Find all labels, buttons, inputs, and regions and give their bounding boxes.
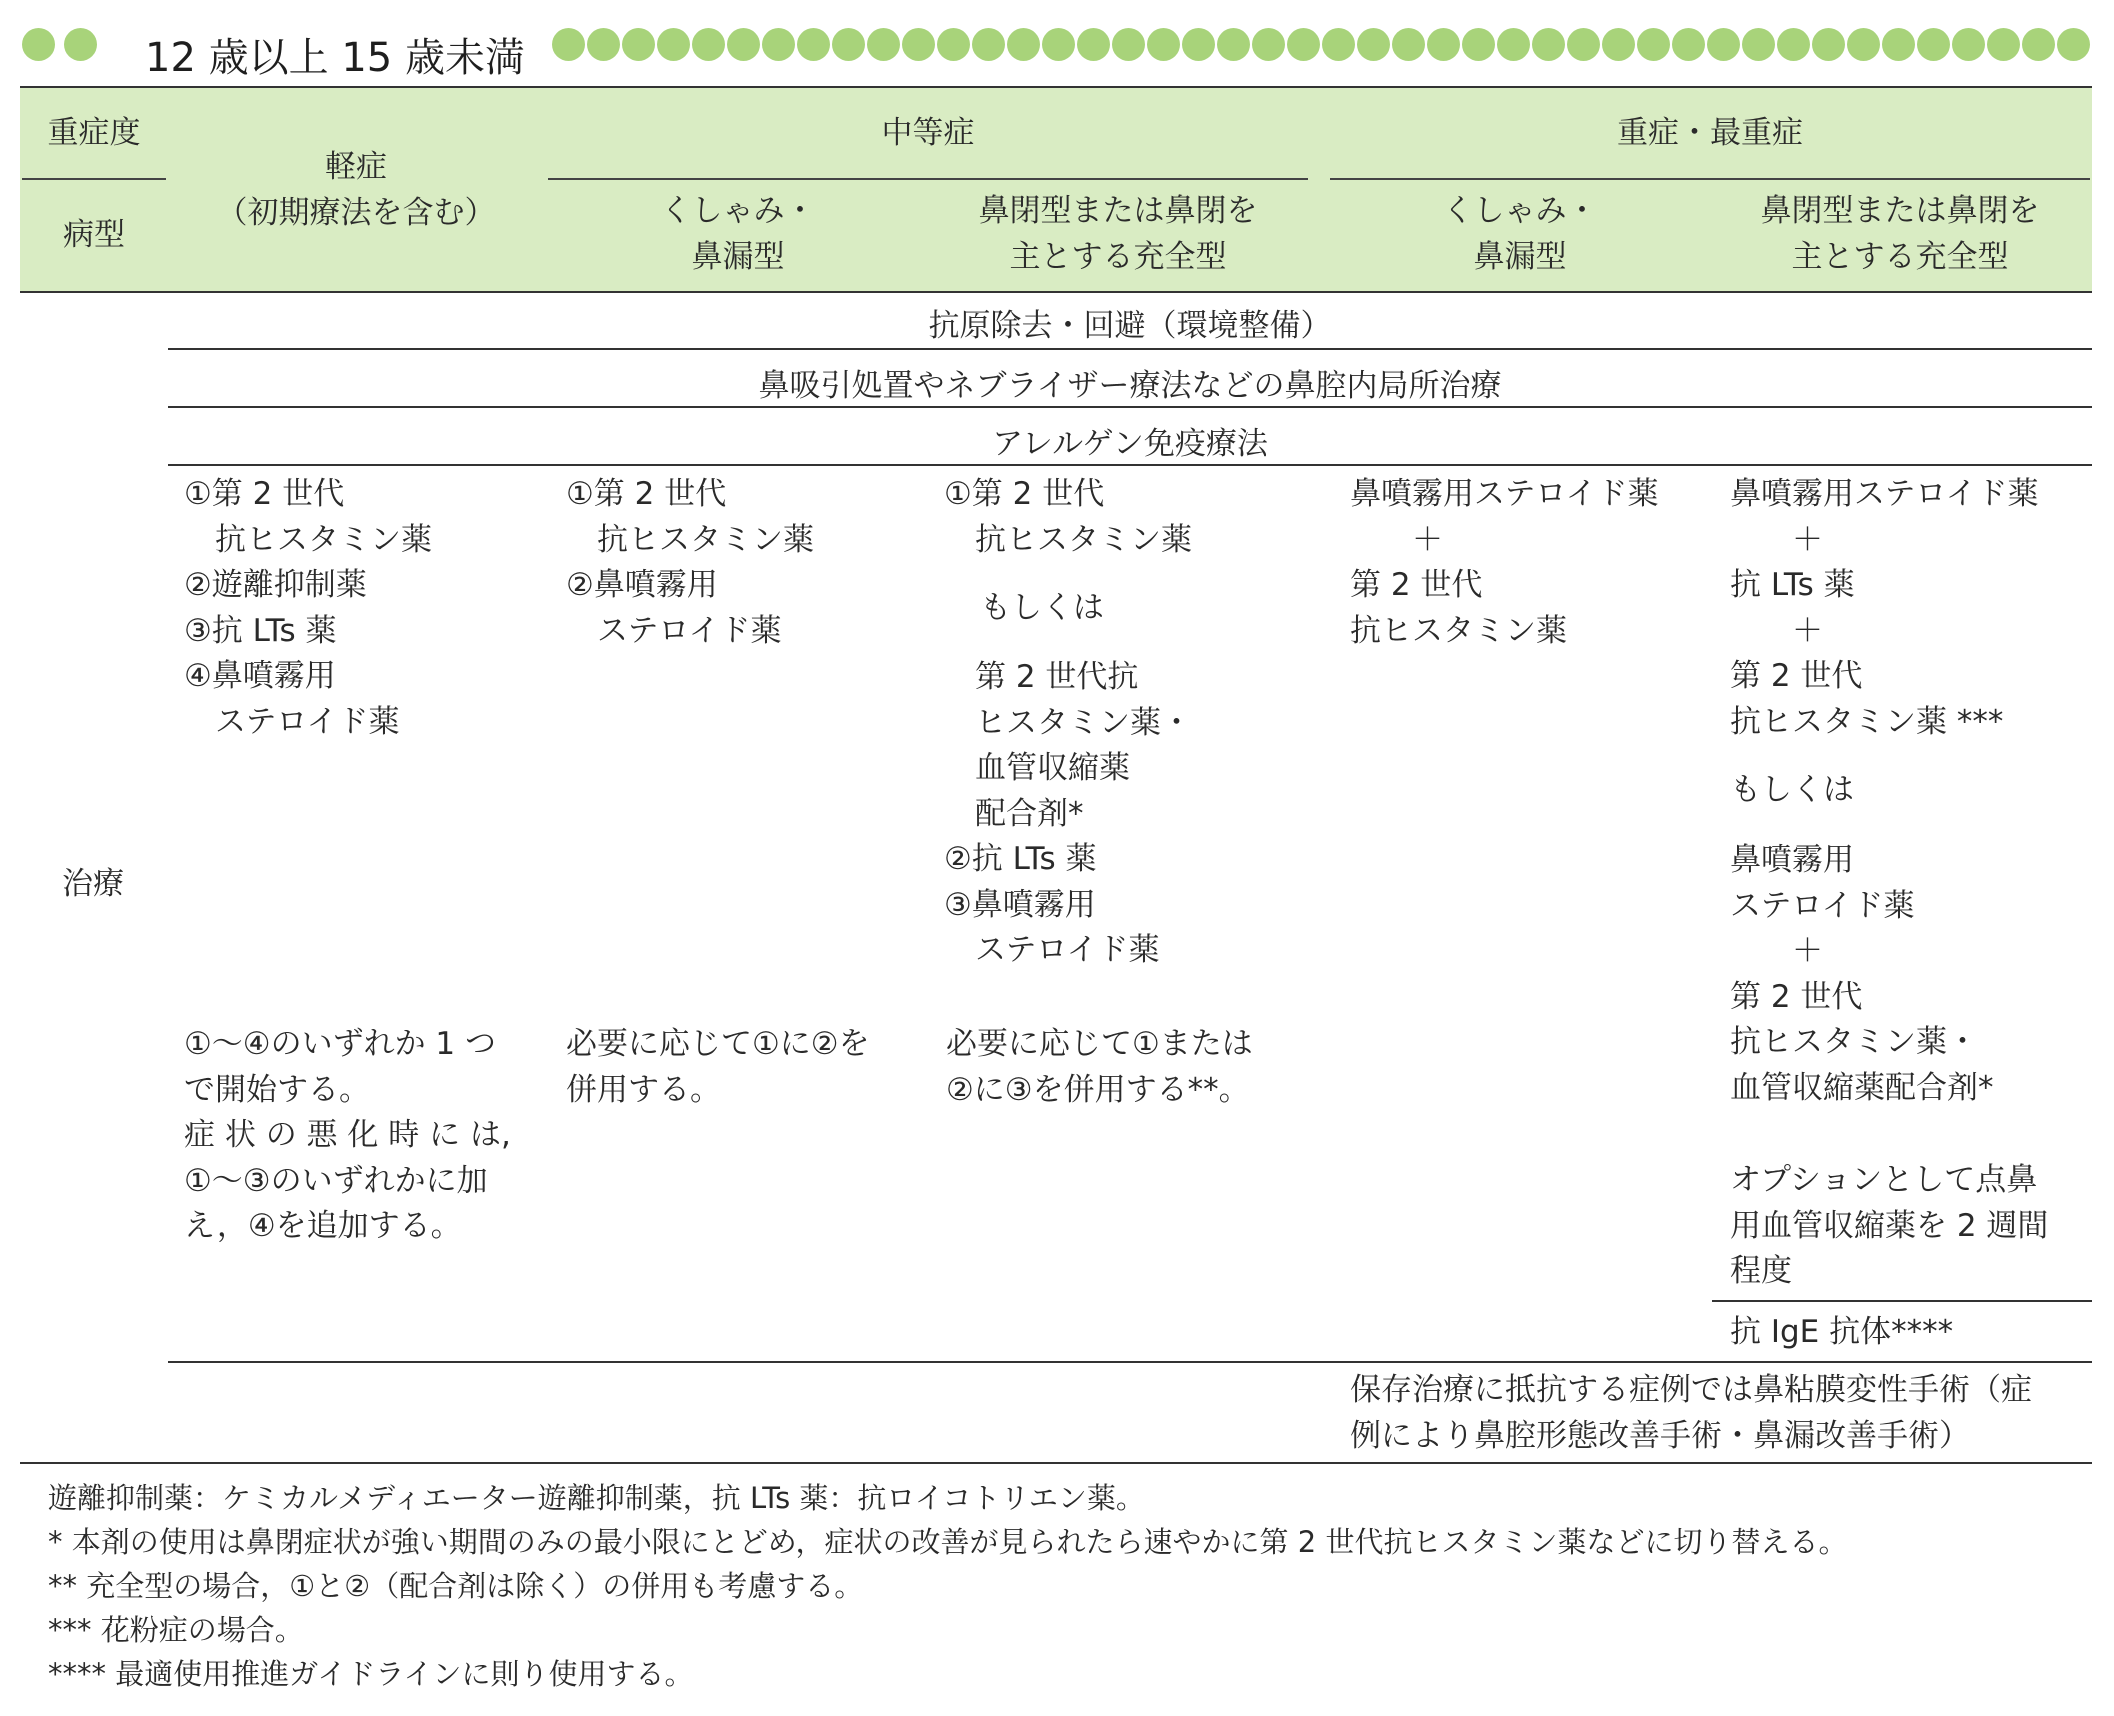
footnote-2: ** 充全型の場合，①と②（配合剤は除く）の併用も考慮する。: [48, 1569, 864, 1603]
severe-block-or: もしくは: [1730, 772, 1854, 808]
moderate-block-type: 鼻閉型または鼻閉を: [978, 193, 1258, 229]
moderate-sneeze-instruction: 必要に応じて①に②を 併用する。: [566, 1026, 870, 1108]
moderate-block-drugs-a: ①第 2 世代 抗ヒスタミン薬: [944, 476, 1192, 558]
moderate-label: 中等症: [881, 115, 975, 151]
header-bottom-rule: [20, 291, 2092, 293]
green-dot-icon: [1147, 28, 1180, 61]
green-dot-icon: [1042, 28, 1075, 61]
allergen-immunotherapy: アレルゲン免疫療法: [992, 426, 1268, 462]
footnote-4: **** 最適使用推進ガイドラインに則り使用する。: [48, 1657, 694, 1691]
green-dot-icon: [1707, 28, 1740, 61]
band-rule-3: [168, 464, 2092, 466]
green-dot-icon: [1567, 28, 1600, 61]
severe-block-drugs-a: 鼻噴霧用ステロイド薬 ＋ 抗 LTs 薬 ＋ 第 2 世代 抗ヒスタミン薬 ***: [1730, 476, 2039, 740]
green-dot-icon: [22, 28, 55, 61]
green-dot-icon: [1427, 28, 1460, 61]
green-dot-icon: [832, 28, 865, 61]
severe-ige-antibody: 抗 IgE 抗体****: [1730, 1314, 1954, 1350]
footnote-1: * 本剤の使用は鼻閉症状が強い期間のみの最小限にとどめ，症状の改善が見られたら速やかに第 2 世代抗ヒスタミン薬などに切り替える。: [48, 1525, 1848, 1559]
green-dot-icon: [1462, 28, 1495, 61]
green-dot-icon: [1182, 28, 1215, 61]
band-rule-1: [168, 348, 2092, 350]
footnote-abbrev: 遊離抑制薬：ケミカルメディエーター遊離抑制薬，抗 LTs 薬：抗ロイコトリエン薬。: [48, 1481, 1145, 1515]
green-dot-icon: [1987, 28, 2020, 61]
green-dot-icon: [902, 28, 935, 61]
moderate-divider: [548, 178, 1308, 180]
ige-rule: [1712, 1300, 2092, 1302]
band-rule-2: [168, 406, 2092, 408]
severe-sneeze-type: くしゃみ・: [1442, 193, 1598, 229]
severe-sneeze-drugs: 鼻噴霧用ステロイド薬 ＋ 第 2 世代 抗ヒスタミン薬: [1350, 476, 1659, 649]
green-dot-icon: [2022, 28, 2055, 61]
severe-block-type-2: 主とする充全型: [1791, 239, 2009, 275]
green-dot-icon: [1357, 28, 1390, 61]
mild-sublabel: （初期療法を含む）: [216, 195, 496, 231]
green-dot-icon: [622, 28, 655, 61]
green-dot-icon: [1917, 28, 1950, 61]
green-dot-icon: [64, 28, 97, 61]
green-dot-icon: [1812, 28, 1845, 61]
severe-divider: [1330, 178, 2090, 180]
moderate-sneeze-drugs: ①第 2 世代 抗ヒスタミン薬 ②鼻噴霧用 ステロイド薬: [566, 476, 814, 649]
type-label: 病型: [63, 217, 125, 253]
moderate-sneeze-type-2: 鼻漏型: [691, 239, 785, 275]
green-dot-icon: [1287, 28, 1320, 61]
green-dot-icon: [797, 28, 830, 61]
green-dot-icon: [972, 28, 1005, 61]
green-dot-icon: [1882, 28, 1915, 61]
green-dot-icon: [762, 28, 795, 61]
severe-block-drugs-b: 鼻噴霧用 ステロイド薬 ＋ 第 2 世代 抗ヒスタミン薬・ 血管収縮薬配合剤*: [1730, 842, 1994, 1106]
page-title: 12 歳以上 15 歳未満: [145, 35, 525, 81]
green-dot-icon: [1532, 28, 1565, 61]
treatment-label: 治療: [62, 866, 124, 902]
green-dot-icon: [1637, 28, 1670, 61]
mild-label: 軽症: [325, 149, 387, 185]
green-dot-icon: [1007, 28, 1040, 61]
moderate-block-type-2: 主とする充全型: [1009, 239, 1227, 275]
green-dot-icon: [1847, 28, 1880, 61]
moderate-block-drugs-b: 第 2 世代抗 ヒスタミン薬・ 血管収縮薬 配合剤* ②抗 LTs 薬 ③鼻噴霧用 ステロイド薬: [944, 659, 1192, 968]
green-dot-icon: [587, 28, 620, 61]
green-dot-icon: [1252, 28, 1285, 61]
severe-label: 重症・最重症: [1617, 115, 1803, 151]
green-dot-icon: [727, 28, 760, 61]
green-dot-icon: [1952, 28, 1985, 61]
moderate-block-or: もしくは: [980, 590, 1104, 626]
green-dot-icon: [867, 28, 900, 61]
green-dot-icon: [1497, 28, 1530, 61]
severe-sneeze-type-2: 鼻漏型: [1473, 239, 1567, 275]
severity-label: 重症度: [47, 115, 141, 151]
green-dot-icon: [937, 28, 970, 61]
green-dot-icon: [1112, 28, 1145, 61]
green-dot-icon: [2057, 28, 2090, 61]
antigen-avoidance: 抗原除去・回避（環境整備）: [928, 308, 1332, 344]
severe-block-type: 鼻閉型または鼻閉を: [1760, 193, 2040, 229]
treatment-bottom-rule: [168, 1361, 2092, 1363]
table-bottom-rule: [20, 1462, 2092, 1464]
table-top-rule: [20, 86, 2092, 88]
green-dot-icon: [692, 28, 725, 61]
green-dot-icon: [1217, 28, 1250, 61]
green-dot-icon: [1392, 28, 1425, 61]
green-dot-icon: [552, 28, 585, 61]
mild-instruction: ①～④のいずれか 1 つ で開始する。 症 状 の 悪 化 時 に は, ①～③のいずれかに加 え，④を追加する。: [184, 1026, 511, 1244]
green-dot-icon: [1742, 28, 1775, 61]
surgery-note: 保存治療に抵抗する症例では鼻粘膜変性手術（症 例により鼻腔形態改善手術・鼻漏改善手術）: [1350, 1372, 2032, 1454]
green-dot-icon: [1077, 28, 1110, 61]
green-dot-icon: [657, 28, 690, 61]
local-nasal-treatment: 鼻吸引処置やネブライザー療法などの鼻腔内局所治療: [758, 368, 1502, 404]
footnote-3: *** 花粉症の場合。: [48, 1613, 304, 1647]
green-dot-icon: [1672, 28, 1705, 61]
green-dot-icon: [1777, 28, 1810, 61]
moderate-sneeze-type: くしゃみ・: [660, 193, 816, 229]
severity-type-divider: [22, 178, 166, 180]
severe-block-option: オプションとして点鼻 用血管収縮薬を 2 週間 程度: [1730, 1162, 2049, 1289]
moderate-block-instruction: 必要に応じて①または ②に③を併用する**。: [946, 1026, 1253, 1108]
green-dot-icon: [1322, 28, 1355, 61]
green-dot-icon: [1602, 28, 1635, 61]
mild-drug-list: ①第 2 世代 抗ヒスタミン薬 ②遊離抑制薬 ③抗 LTs 薬 ④鼻噴霧用 ステロイド薬: [184, 476, 432, 740]
